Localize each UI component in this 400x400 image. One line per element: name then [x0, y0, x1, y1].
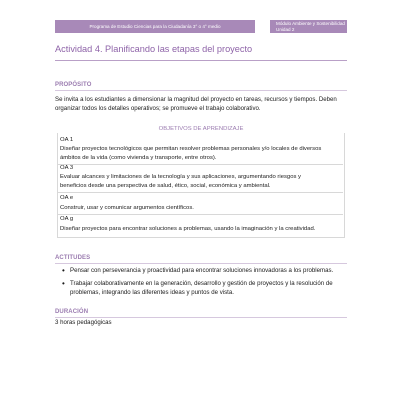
header-module-text: Módulo Ambiente y Sostenibilidad — [276, 21, 345, 27]
oa-code: OA 3 — [60, 165, 74, 171]
proposito-line: Se invita a los estudiantes a dimensionar la magnitud del proyecto en tareas, recursos y tiempos. Deben — [55, 96, 337, 103]
actitudes-divider — [55, 263, 347, 264]
objetivos-row-divider — [57, 192, 343, 193]
objetivos-row-divider — [57, 214, 343, 215]
header-program-text: Programa de Estudio Ciencias para la Ciudadanía 3° o 4° medio — [89, 23, 221, 29]
actitud-line: Trabajar colaborativamente en la generación, desarrollo y gestión de proyectos y la resolución de — [70, 280, 333, 287]
header-unit-text: Unidad 2 — [276, 26, 295, 32]
oa-code: OA e — [60, 195, 74, 201]
proposito-text — [55, 95, 347, 114]
oa-code: OA 1 — [60, 137, 74, 143]
objetivos-heading: OBJETIVOS DE APRENDIZAJE — [158, 126, 244, 132]
oa-text-line: Diseñar proyectos para encontrar soluciones a problemas, usando la imaginación y la creatividad. — [60, 226, 316, 232]
actitud-line: Pensar con perseverancia y proactividad para encontrar soluciones innovadoras a los problemas. — [70, 267, 334, 274]
oa-text-line: ámbitos de la vida (como vivienda y transporte, entre otros). — [60, 155, 217, 161]
proposito-line: organizar todos los detalles operativos; se promueve el trabajo colaborativo. — [55, 105, 261, 113]
oa-text-line: Construir, usar y comunicar argumentos científicos. — [60, 205, 194, 211]
duracion-heading: DURACIÓN — [55, 309, 89, 315]
bullet-icon: • — [62, 279, 65, 288]
proposito-divider — [55, 90, 347, 91]
oa-text-line: Evaluar alcances y limitaciones de la tecnología y sus aplicaciones, argumentando riesgos y — [60, 174, 301, 180]
actitud-line: problemas, integrando las diferentes ideas y puntos de vista. — [70, 289, 234, 296]
duracion-value: 3 horas pedagógicas — [55, 319, 112, 326]
objetivos-row-divider — [57, 164, 343, 165]
oa-code: OA g — [60, 216, 74, 222]
bullet-icon: • — [62, 266, 65, 275]
actitudes-heading: ACTITUDES — [55, 255, 91, 261]
header-program-bar — [55, 20, 255, 33]
title-divider — [55, 60, 347, 61]
page-title: Actividad 4. Planificando las etapas del proyecto — [55, 44, 253, 54]
header-module-bar — [270, 20, 347, 33]
oa-text-line: beneficios desde una perspectiva de salud, ético, social, económica y ambiental. — [60, 183, 271, 189]
proposito-heading: PROPÓSITO — [55, 82, 92, 88]
oa-text-line: Diseñar proyectos tecnológicos que permitan resolver problemas personales y/o locales de diversos — [60, 146, 322, 152]
